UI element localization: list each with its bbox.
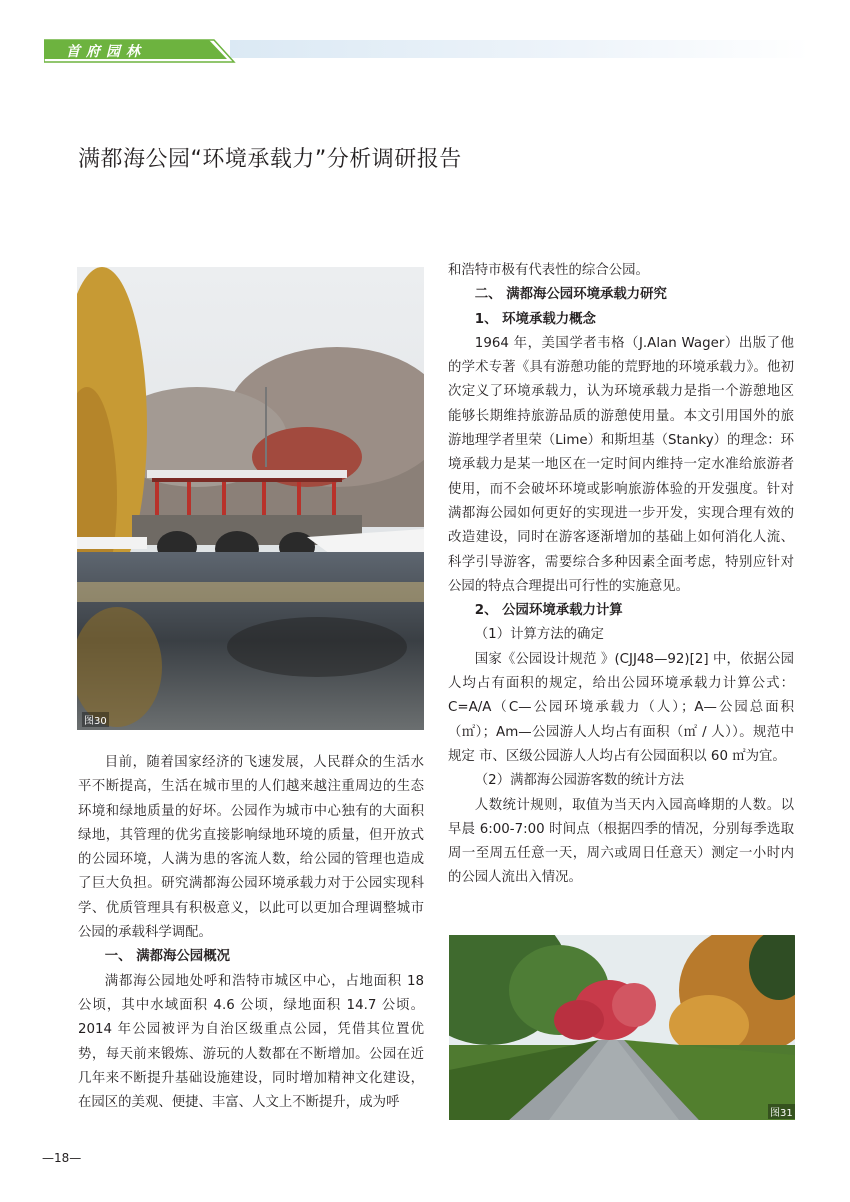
- figure-30-photo: [77, 267, 424, 730]
- section-name: 首府园林: [66, 44, 146, 60]
- right-column: [448, 259, 794, 891]
- heading-capacity-research: 二、 满都海公园环境承载力研究: [474, 287, 667, 303]
- intro-paragraph: 目前，随着国家经济的飞速发展，人民群众的生活水平不断提高，生活在城市里的人们越来越注重周边的生态环境和绿地质量的好坏。公园作为城市中心独有的大面积绿地，其管理的优劣直接影响绿地环境的质量，但开放式的公园环境，人满为患的客流人数，给公园的管理也造成了巨大负担。研究满都海公园环境承载力对于公园实现科学、优质管理具有积极意义，以此可以更加合理调整城市公园的承载科学调配。: [78, 755, 424, 941]
- overview-paragraph: 满都海公园地处呼和浩特市城区中心，占地面积 18 公顷，其中水域面积 4.6 公顷，绿地面积 14.7 公顷。2014 年公园被评为自治区级重点公园，凭借其位置优势，每天前来锻炼、游玩的人数都在不断增加。公园在近几年来不断提升基础设施建设，同时增加精神文化建设，在园区的美观、便捷、丰富、人文上不断提升，成为呼: [78, 973, 424, 1111]
- figure-31-caption: 图31: [768, 1104, 795, 1119]
- concept-paragraph: 1964 年，美国学者韦格（J.Alan Wager）出版了他的学术专著《具有游憩功能的荒野地的环境承载力》。他初次定义了环境承载力，认为环境承载力是指一个游憩地区能够长期维持旅游品质的游憩使用量。本文引用国外的旅游地理学者里荣（Lime）和斯坦基（Stanky）的理念：环境承载力是某一地区在一定时间内维持一定水准给旅游者使用，而不会破坏环境或影响旅游体验的开发强度。针对满都海公园如何更好的实现进一步开发，实现合理有效的改造建设，同时在游客逐渐增加的基础上如何消化人流、科学引导游客，需要综合多种因素全面考虑，特别应针对公园的特点合理提出可行性的实施意见。: [448, 335, 794, 594]
- header-rule: [230, 40, 810, 58]
- page-number: —18—: [42, 1151, 82, 1165]
- heading-park-overview: 一、 满都海公园概况: [104, 949, 230, 965]
- heading-visitor-count: （2）满都海公园游客数的统计方法: [474, 773, 685, 789]
- heading-capacity-concept: 1、 环境承载力概念: [474, 311, 596, 327]
- figure-30-caption: 图30: [82, 712, 109, 727]
- heading-method: （1）计算方法的确定: [474, 627, 604, 643]
- continued-text: 和浩特市极有代表性的综合公园。: [448, 263, 649, 278]
- visitor-count-paragraph: 人数统计规则，取值为当天内入园高峰期的人数。以早晨 6:00-7:00 时间点（根据四季的情况，分别每季选取周一至周五任意一天，周六或周日任意天）测定一小时内的公园人流出入情况。: [448, 797, 794, 886]
- method-paragraph: 国家《公园设计规范 》(CJJ48—92)[2] 中，依据公园人均占有面积的规定，给出公园环境承载力计算公式：C=A/A（C—公园环境承载力（人）；A—公园总面积（㎡）；Am—公园游人人均占有面积（㎡ / 人））。规范中规定 市、区级公园游人人均占有公园面积以 60 ㎡为宜。: [448, 651, 794, 764]
- heading-capacity-calculation: 2、 公园环境承载力计算: [474, 603, 623, 619]
- figure-31-photo: [449, 935, 795, 1120]
- article-title: 满都海公园“环境承载力”分析调研报告: [78, 147, 462, 172]
- left-column: [78, 751, 424, 1115]
